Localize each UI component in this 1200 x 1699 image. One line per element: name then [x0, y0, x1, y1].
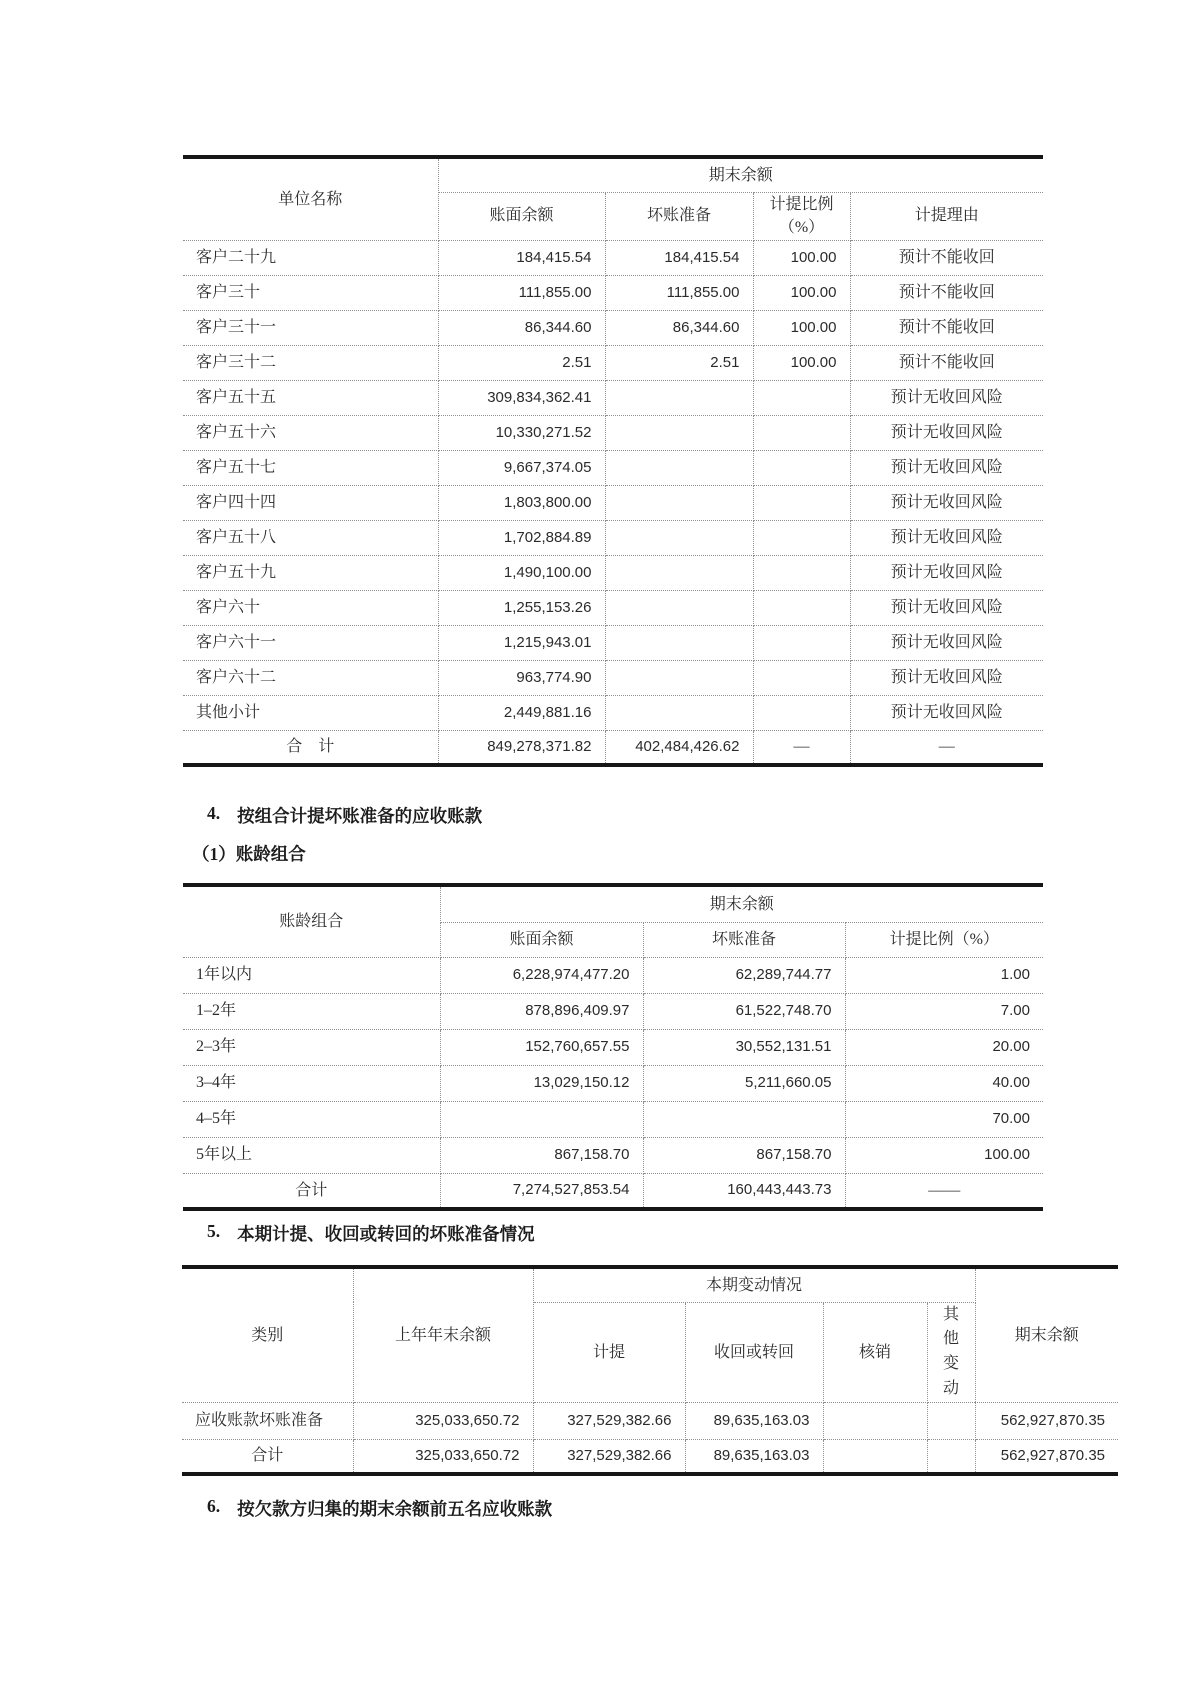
total-book-balance-cell: 849,278,371.82 — [438, 730, 605, 765]
book-balance-cell: 86,344.60 — [438, 310, 605, 345]
bad-debt-provision-cell — [605, 590, 753, 625]
provision-movement-table — [182, 1265, 1118, 1476]
provision-reason-cell: 预计无收回风险 — [850, 485, 1043, 520]
accrued-header: 计提 — [533, 1302, 685, 1402]
table-row — [183, 1101, 1043, 1137]
bad-debt-provision-cell: 61,522,748.70 — [643, 993, 845, 1029]
book-balance-cell: 6,228,974,477.20 — [440, 957, 643, 993]
provision-ratio-cell — [753, 415, 850, 450]
period-end-balance-header: 期末余额 — [975, 1267, 1118, 1402]
section-title: 按组合计提坏账准备的应收账款 — [237, 806, 483, 826]
provision-ratio-cell: 100.00 — [753, 240, 850, 275]
category-cell: 应收账款坏账准备 — [182, 1402, 353, 1439]
provision-reason-cell: 预计无收回风险 — [850, 520, 1043, 555]
bad-debt-provision-cell — [605, 695, 753, 730]
provision-reason-cell: 预计不能收回 — [850, 240, 1043, 275]
table-row — [183, 240, 1043, 275]
category-header: 类别 — [182, 1267, 353, 1402]
section-4-heading — [207, 803, 482, 828]
provision-reason-cell: 预计无收回风险 — [850, 625, 1043, 660]
provision-ratio-cell: 40.00 — [845, 1065, 1043, 1101]
book-balance-cell — [440, 1101, 643, 1137]
bad-debt-provision-cell: 5,211,660.05 — [643, 1065, 845, 1101]
provision-ratio-cell — [753, 695, 850, 730]
total-other-changes-cell — [927, 1439, 975, 1474]
bad-debt-provision-cell: 867,158.70 — [643, 1137, 845, 1173]
provision-reason-cell: 预计无收回风险 — [850, 660, 1043, 695]
period-end-balance-cell: 562,927,870.35 — [975, 1402, 1118, 1439]
table-row — [183, 1065, 1043, 1101]
provision-ratio-header: 计提比例（%） — [845, 922, 1043, 957]
total-provision-ratio-cell: — — [753, 730, 850, 765]
provision-ratio-cell: 20.00 — [845, 1029, 1043, 1065]
bad-debt-provision-cell — [605, 520, 753, 555]
book-balance-cell: 963,774.90 — [438, 660, 605, 695]
table-total-row — [182, 1439, 1118, 1474]
provision-reason-cell: 预计无收回风险 — [850, 590, 1043, 625]
provision-reason-cell: 预计不能收回 — [850, 310, 1043, 345]
provision-ratio-cell — [753, 660, 850, 695]
customer-name-cell: 客户五十七 — [183, 450, 438, 485]
table-row — [183, 957, 1043, 993]
book-balance-cell: 1,803,800.00 — [438, 485, 605, 520]
aging-group-cell: 4–5年 — [183, 1101, 440, 1137]
table-total-row — [183, 1173, 1043, 1209]
provision-ratio-cell — [753, 380, 850, 415]
customer-name-cell: 客户四十四 — [183, 485, 438, 520]
customer-name-cell: 客户三十一 — [183, 310, 438, 345]
bad-debt-provision-cell — [605, 660, 753, 695]
customer-name-cell: 客户五十六 — [183, 415, 438, 450]
customer-name-cell: 客户五十八 — [183, 520, 438, 555]
total-label-cell: 合 计 — [183, 730, 438, 765]
section-number: 6. — [207, 1496, 221, 1516]
period-end-balance-header: 期末余额 — [440, 885, 1043, 922]
provision-ratio-cell — [753, 590, 850, 625]
bad-debt-provision-cell: 111,855.00 — [605, 275, 753, 310]
table-header-row — [182, 1267, 1118, 1302]
table-row — [183, 555, 1043, 590]
provision-reason-cell: 预计无收回风险 — [850, 555, 1043, 590]
book-balance-header: 账面余额 — [440, 922, 643, 957]
customer-name-cell: 客户六十二 — [183, 660, 438, 695]
bad-debt-provision-header: 坏账准备 — [643, 922, 845, 957]
total-period-end-balance-cell: 562,927,870.35 — [975, 1439, 1118, 1474]
section-6-heading — [207, 1496, 552, 1521]
table-row — [182, 1402, 1118, 1439]
individual-provision-receivables-table — [183, 155, 1043, 767]
customer-name-cell: 客户六十 — [183, 590, 438, 625]
book-balance-cell: 1,255,153.26 — [438, 590, 605, 625]
book-balance-cell: 2,449,881.16 — [438, 695, 605, 730]
total-accrued-cell: 327,529,382.66 — [533, 1439, 685, 1474]
table-row — [183, 310, 1043, 345]
unit-name-header: 单位名称 — [183, 157, 438, 240]
provision-ratio-cell — [753, 485, 850, 520]
bad-debt-provision-cell: 184,415.54 — [605, 240, 753, 275]
table-header-row — [183, 157, 1043, 192]
provision-ratio-cell — [753, 625, 850, 660]
provision-ratio-cell — [753, 520, 850, 555]
table-row — [183, 275, 1043, 310]
provision-ratio-cell: 1.00 — [845, 957, 1043, 993]
customer-name-cell: 客户二十九 — [183, 240, 438, 275]
bad-debt-provision-cell — [605, 555, 753, 590]
book-balance-cell: 13,029,150.12 — [440, 1065, 643, 1101]
table-row — [183, 695, 1043, 730]
provision-ratio-cell: 7.00 — [845, 993, 1043, 1029]
table-row — [183, 380, 1043, 415]
book-balance-cell: 9,667,374.05 — [438, 450, 605, 485]
aging-group-header: 账龄组合 — [183, 885, 440, 957]
section-4-subheading — [192, 841, 306, 866]
table-row — [183, 520, 1043, 555]
written-off-header: 核销 — [823, 1302, 927, 1402]
prev-year-end-balance-header: 上年年末余额 — [353, 1267, 533, 1402]
provision-ratio-cell — [753, 555, 850, 590]
provision-ratio-cell: 100.00 — [845, 1137, 1043, 1173]
table-row — [183, 993, 1043, 1029]
provision-reason-cell: 预计无收回风险 — [850, 380, 1043, 415]
provision-ratio-header: 计提比例（%） — [753, 192, 850, 240]
written-off-cell — [823, 1402, 927, 1439]
bad-debt-provision-cell: 30,552,131.51 — [643, 1029, 845, 1065]
total-recovered-reversed-cell: 89,635,163.03 — [685, 1439, 823, 1474]
table-total-row — [183, 730, 1043, 765]
book-balance-cell: 878,896,409.97 — [440, 993, 643, 1029]
recovered-reversed-header: 收回或转回 — [685, 1302, 823, 1402]
customer-name-cell: 客户五十九 — [183, 555, 438, 590]
prev-year-end-balance-cell: 325,033,650.72 — [353, 1402, 533, 1439]
accrued-cell: 327,529,382.66 — [533, 1402, 685, 1439]
table-row — [183, 485, 1043, 520]
book-balance-cell: 867,158.70 — [440, 1137, 643, 1173]
provision-ratio-cell — [753, 450, 850, 485]
total-bad-debt-provision-cell: 402,484,426.62 — [605, 730, 753, 765]
total-book-balance-cell: 7,274,527,853.54 — [440, 1173, 643, 1209]
section-number: 5. — [207, 1221, 221, 1241]
section-5-heading — [207, 1221, 535, 1246]
customer-name-cell: 客户六十一 — [183, 625, 438, 660]
book-balance-cell: 1,702,884.89 — [438, 520, 605, 555]
other-changes-cell — [927, 1402, 975, 1439]
provision-reason-cell: 预计不能收回 — [850, 345, 1043, 380]
aging-portfolio-table — [183, 883, 1043, 1211]
provision-ratio-cell: 100.00 — [753, 345, 850, 380]
bad-debt-provision-cell: 86,344.60 — [605, 310, 753, 345]
bad-debt-provision-cell — [605, 625, 753, 660]
total-bad-debt-provision-cell: 160,443,443.73 — [643, 1173, 845, 1209]
provision-ratio-cell: 70.00 — [845, 1101, 1043, 1137]
table-row — [183, 590, 1043, 625]
other-changes-vertical-label: 其他变动 — [942, 1305, 959, 1397]
bad-debt-provision-cell — [605, 380, 753, 415]
total-label-cell: 合计 — [182, 1439, 353, 1474]
aging-group-cell: 2–3年 — [183, 1029, 440, 1065]
book-balance-cell: 1,490,100.00 — [438, 555, 605, 590]
subsection-title: （1）账龄组合 — [192, 844, 306, 864]
current-period-changes-header: 本期变动情况 — [533, 1267, 975, 1302]
total-written-off-cell — [823, 1439, 927, 1474]
table-row — [183, 660, 1043, 695]
provision-reason-header: 计提理由 — [850, 192, 1043, 240]
provision-reason-cell: 预计无收回风险 — [850, 450, 1043, 485]
table-header-row — [183, 885, 1043, 922]
customer-name-cell: 客户三十二 — [183, 345, 438, 380]
bad-debt-provision-cell — [605, 450, 753, 485]
bad-debt-provision-cell — [605, 415, 753, 450]
total-prev-year-end-balance-cell: 325,033,650.72 — [353, 1439, 533, 1474]
provision-reason-cell: 预计无收回风险 — [850, 695, 1043, 730]
book-balance-cell: 111,855.00 — [438, 275, 605, 310]
table-row — [183, 1137, 1043, 1173]
table-row — [183, 625, 1043, 660]
book-balance-cell: 309,834,362.41 — [438, 380, 605, 415]
other-changes-header — [927, 1302, 975, 1402]
recovered-reversed-cell: 89,635,163.03 — [685, 1402, 823, 1439]
provision-ratio-cell: 100.00 — [753, 275, 850, 310]
book-balance-cell: 184,415.54 — [438, 240, 605, 275]
bad-debt-provision-cell — [605, 485, 753, 520]
provision-reason-cell: 预计不能收回 — [850, 275, 1043, 310]
table-row — [183, 345, 1043, 380]
aging-group-cell: 5年以上 — [183, 1137, 440, 1173]
provision-ratio-cell: 100.00 — [753, 310, 850, 345]
book-balance-header: 账面余额 — [438, 192, 605, 240]
total-provision-reason-cell: — — [850, 730, 1043, 765]
period-end-balance-header: 期末余额 — [438, 157, 1043, 192]
bad-debt-provision-cell: 62,289,744.77 — [643, 957, 845, 993]
customer-name-cell: 客户五十五 — [183, 380, 438, 415]
book-balance-cell: 1,215,943.01 — [438, 625, 605, 660]
aging-group-cell: 1–2年 — [183, 993, 440, 1029]
book-balance-cell: 152,760,657.55 — [440, 1029, 643, 1065]
total-provision-ratio-cell: —— — [845, 1173, 1043, 1209]
bad-debt-provision-cell — [643, 1101, 845, 1137]
section-number: 4. — [207, 803, 221, 823]
customer-name-cell: 其他小计 — [183, 695, 438, 730]
book-balance-cell: 2.51 — [438, 345, 605, 380]
section-title: 本期计提、收回或转回的坏账准备情况 — [237, 1224, 535, 1244]
table-row — [183, 1029, 1043, 1065]
bad-debt-provision-cell: 2.51 — [605, 345, 753, 380]
table-row — [183, 415, 1043, 450]
book-balance-cell: 10,330,271.52 — [438, 415, 605, 450]
bad-debt-provision-header: 坏账准备 — [605, 192, 753, 240]
customer-name-cell: 客户三十 — [183, 275, 438, 310]
table-row — [183, 450, 1043, 485]
aging-group-cell: 1年以内 — [183, 957, 440, 993]
provision-reason-cell: 预计无收回风险 — [850, 415, 1043, 450]
aging-group-cell: 3–4年 — [183, 1065, 440, 1101]
total-label-cell: 合计 — [183, 1173, 440, 1209]
section-title: 按欠款方归集的期末余额前五名应收账款 — [237, 1499, 553, 1519]
